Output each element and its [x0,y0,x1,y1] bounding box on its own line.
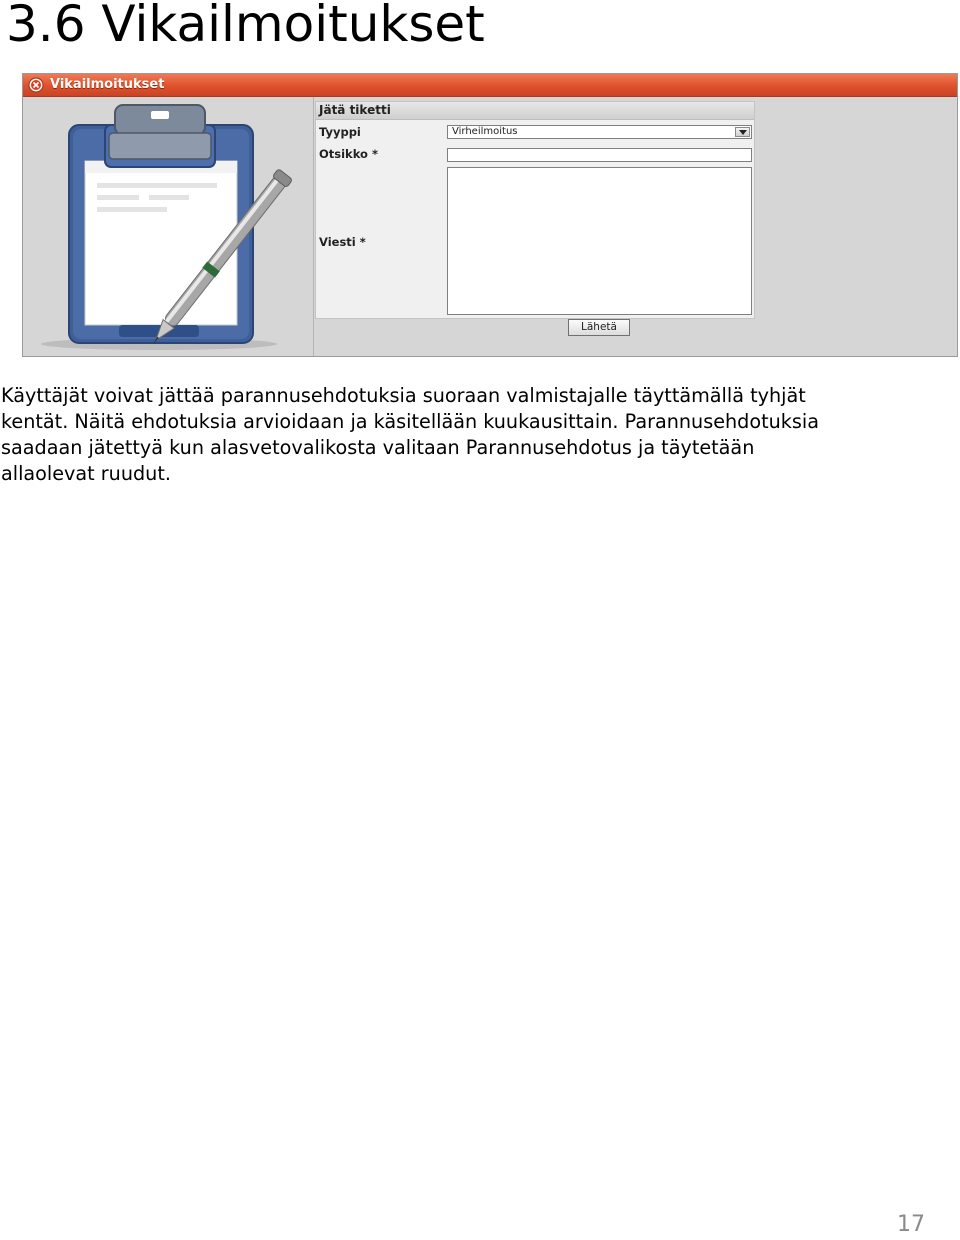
form-header-title: Jätä tiketti [319,103,391,117]
illustration-panel [23,97,314,356]
close-circle-icon[interactable] [28,77,44,93]
page-number: 17 [897,1212,925,1237]
body-paragraph [1,383,951,487]
clipboard-pen-icon [39,103,309,353]
message-label: Viesti * [319,235,366,249]
message-textarea[interactable] [447,167,752,315]
type-select-value: Virheilmoitus [452,126,518,137]
chevron-down-icon[interactable] [735,127,750,137]
type-label: Tyyppi [319,125,361,139]
ticket-form [315,101,755,319]
body-line: Käyttäjät voivat jättää parannusehdotuksia suoraan valmistajalle täyttämällä tyhjät [1,384,806,407]
ticket-form-panel [315,97,957,356]
section-heading: 3.6 Vikailmoitukset [6,0,485,53]
body-line: allaolevat ruudut. [1,462,171,485]
subject-input[interactable] [447,148,752,162]
subject-label: Otsikko * [319,147,378,161]
body-line: saadaan jätettyä kun alasvetovalikosta valitaan Parannusehdotus ja täytetään [1,436,755,459]
embedded-screenshot [22,73,958,357]
window-titlebar [23,74,957,97]
body-line: kentät. Näitä ehdotuksia arvioidaan ja käsitellään kuukausittain. Parannusehdotuksia [1,410,819,433]
submit-button[interactable]: Lähetä [568,319,630,336]
window-title: Vikailmoitukset [50,77,165,92]
type-select[interactable] [447,125,752,139]
form-header [316,102,754,120]
